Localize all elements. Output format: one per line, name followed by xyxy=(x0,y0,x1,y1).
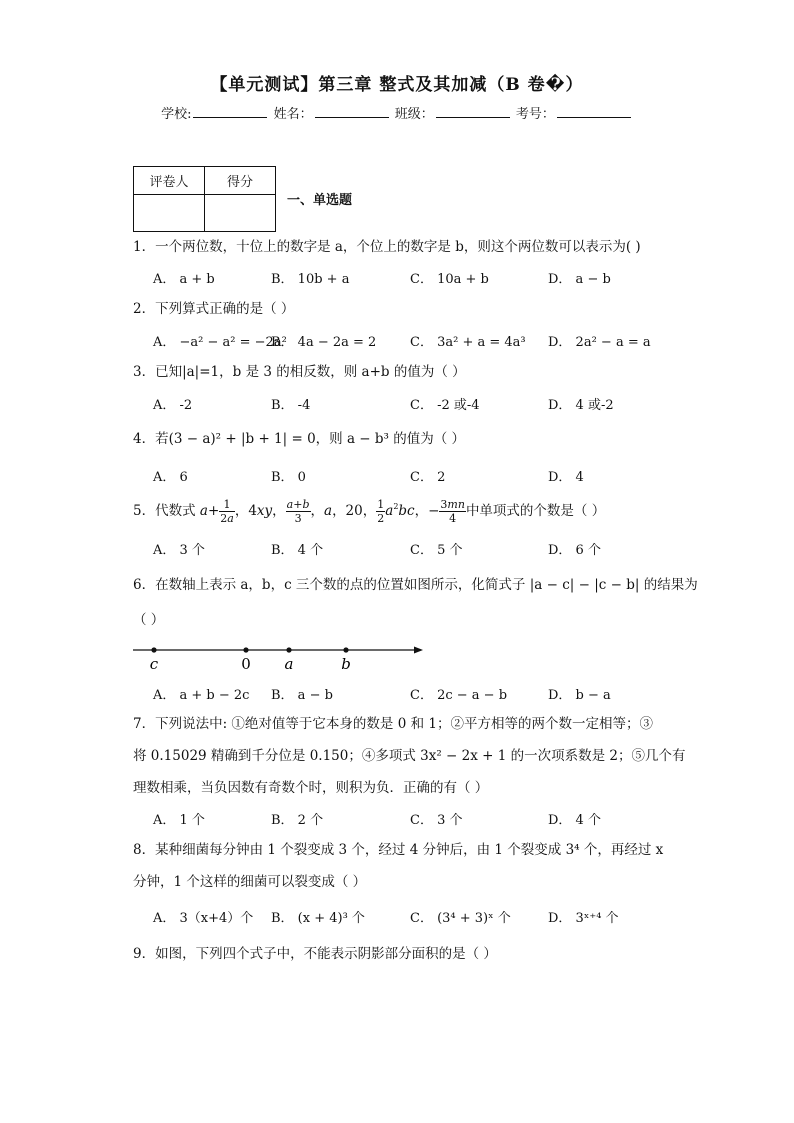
score-header: 得分 xyxy=(205,167,276,195)
question-7-line3: 理数相乘，当负因数有奇数个时，则积为负．正确的有（ ） xyxy=(133,780,489,796)
question-7-line2: 将 0.15029 精确到千分位是 0.150；④多项式 3x² − 2x + 1 的一次项系数是 2；⑤几个有 xyxy=(133,748,686,764)
question-9-stem: 9．如图，下列四个式子中，不能表示阴影部分面积的是（ ） xyxy=(133,946,497,962)
page-title: 【单元测试】第三章 整式及其加减（B 卷�） xyxy=(210,75,584,95)
point-a xyxy=(286,647,291,652)
q2-option-c[interactable]: C． 3a² + a = 4a³ xyxy=(410,335,526,350)
question-3-stem: 3．已知|a|=1，b 是 3 的相反数，则 a+b 的值为（ ） xyxy=(133,364,466,380)
question-8-line1: 8．某种细菌每分钟由 1 个裂变成 3 个，经过 4 分钟后，由 1 个裂变成 3⁴ 个，再经过 x xyxy=(133,842,664,858)
q4-option-b[interactable]: B． 0 xyxy=(271,470,306,485)
class-field[interactable] xyxy=(436,105,510,118)
q3-option-a[interactable]: A． -2 xyxy=(153,398,193,413)
q5-option-d[interactable]: D． 6 个 xyxy=(548,543,601,558)
grader-header: 评卷人 xyxy=(134,167,205,195)
q6-option-c[interactable]: C． 2c − a − b xyxy=(410,688,508,703)
question-1-stem: 1．一个两位数，十位上的数字是 a，个位上的数字是 b，则这个两位数可以表示为( ) xyxy=(133,239,641,255)
q7-option-b[interactable]: B． 2 个 xyxy=(271,813,324,828)
point-c xyxy=(151,647,156,652)
question-7-line1: 7．下列说法中: ①绝对值等于它本身的数是 0 和 1；②平方相等的两个数一定相等；③ xyxy=(133,716,653,732)
q6-option-a[interactable]: A． a + b − 2c xyxy=(153,688,250,703)
name-label: 姓名： xyxy=(273,107,313,122)
q2-option-b[interactable]: B． 4a − 2a = 2 xyxy=(271,335,377,350)
section-title: 一、单选题 xyxy=(287,193,353,208)
school-field[interactable] xyxy=(193,105,267,118)
school-label: 学校: xyxy=(161,107,192,122)
q4-option-a[interactable]: A． 6 xyxy=(153,470,188,485)
question-4-stem: 4．若(3 − a)² + |b + 1| = 0，则 a − b³ 的值为（ ） xyxy=(133,431,466,447)
q7-option-a[interactable]: A． 1 个 xyxy=(153,813,205,828)
point-zero xyxy=(243,647,248,652)
q6-option-d[interactable]: D． b − a xyxy=(548,688,611,703)
number-line-figure xyxy=(130,638,430,674)
q3-option-c[interactable]: C． -2 或-4 xyxy=(410,398,480,413)
q1-option-c[interactable]: C． 10a + b xyxy=(410,272,489,287)
score-table xyxy=(133,166,276,232)
number-label: 考号： xyxy=(515,107,555,122)
score-cell[interactable] xyxy=(205,195,276,232)
q5-expressions: a+ $\frac{1}{2a}$ ，4xy， $\frac{a+b}{3}$ ，a，20， $\frac{1}{2}$ $a^2bc$，− $\frac{3mn}{4}$ xyxy=(199,498,465,525)
q5-option-b[interactable]: B． 4 个 xyxy=(271,543,324,558)
q1-option-a[interactable]: A． a + b xyxy=(153,272,215,287)
question-8-line2: 分钟，1 个这样的细菌可以裂变成（ ） xyxy=(133,874,367,890)
name-field[interactable] xyxy=(315,105,389,118)
q5-suffix: 中单项式的个数是（ ） xyxy=(465,503,606,519)
q8-option-b[interactable]: B． (x + 4)³ 个 xyxy=(271,911,365,926)
question-6-stem-line1: 6．在数轴上表示 a，b，c 三个数的点的位置如图所示，化简式子 |a − c| − |c − b| 的结果为 xyxy=(133,577,698,593)
number-field[interactable] xyxy=(557,105,631,118)
q5-option-c[interactable]: C． 5 个 xyxy=(410,543,463,558)
student-info-line xyxy=(0,103,794,122)
q1-option-b[interactable]: B． 10b + a xyxy=(271,272,350,287)
question-2-stem: 2．下列算式正确的是（ ） xyxy=(133,301,295,317)
q8-option-d[interactable]: D． 3ˣ⁺⁴ 个 xyxy=(548,911,619,926)
q6-option-b[interactable]: B． a − b xyxy=(271,688,333,703)
q7-option-d[interactable]: D． 4 个 xyxy=(548,813,601,828)
question-5-stem xyxy=(133,494,605,528)
q7-option-c[interactable]: C． 3 个 xyxy=(410,813,463,828)
q3-option-b[interactable]: B． -4 xyxy=(271,398,311,413)
q4-option-c[interactable]: C． 2 xyxy=(410,470,446,485)
number-line-arrow xyxy=(414,647,423,654)
class-label: 班级： xyxy=(394,107,434,122)
q8-option-a[interactable]: A． 3（x+4）个 xyxy=(153,911,254,926)
q2-option-a[interactable]: A． −a² − a² = −2a² xyxy=(153,335,287,350)
label-c: c xyxy=(149,655,159,673)
label-a: a xyxy=(284,655,294,673)
question-6-stem-line2: （ ） xyxy=(133,612,165,628)
q4-option-d[interactable]: D． 4 xyxy=(548,470,584,485)
label-b: b xyxy=(341,655,351,673)
q1-option-d[interactable]: D． a − b xyxy=(548,272,611,287)
q5-prefix: 5．代数式 xyxy=(133,503,196,519)
point-b xyxy=(343,647,348,652)
label-zero: 0 xyxy=(241,655,251,673)
q5-option-a[interactable]: A． 3 个 xyxy=(153,543,205,558)
q3-option-d[interactable]: D． 4 或-2 xyxy=(548,398,614,413)
q8-option-c[interactable]: C． (3⁴ + 3)ˣ 个 xyxy=(410,911,511,926)
grader-cell[interactable] xyxy=(134,195,205,232)
q2-option-d[interactable]: D． 2a² − a = a xyxy=(548,335,651,350)
